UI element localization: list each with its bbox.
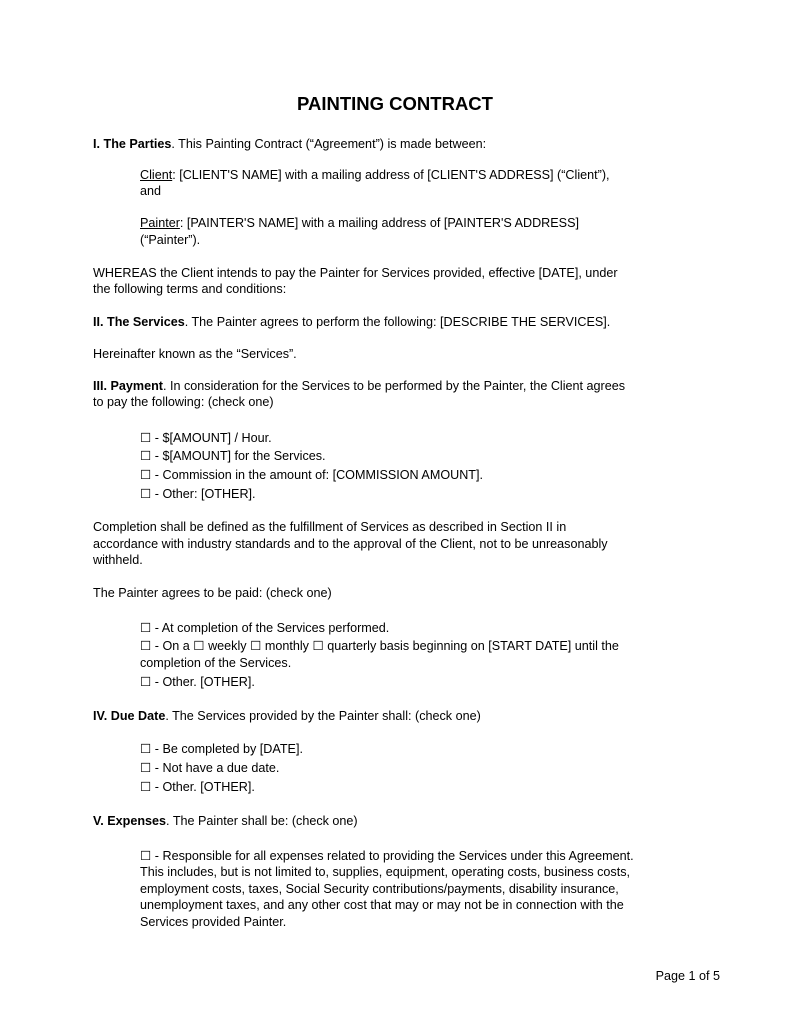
due-option-date[interactable]: ☐ - Be completed by [DATE]. xyxy=(140,742,303,756)
payment-option-fixed[interactable]: ☐ - $[AMOUNT] for the Services. xyxy=(140,449,326,463)
services-paragraph xyxy=(93,314,705,331)
due-date-paragraph xyxy=(93,708,705,725)
page-title: PAINTING CONTRACT xyxy=(297,93,493,114)
completion-line-2: accordance with industry standards and to the approval of the Client, not to be unreasonably xyxy=(93,537,608,551)
payment-paragraph xyxy=(93,378,705,395)
paid-intro: The Painter agrees to be paid: (check one) xyxy=(93,586,332,600)
painter-line-2: (“Painter”). xyxy=(140,233,201,247)
payment-option-other[interactable]: ☐ - Other: [OTHER]. xyxy=(140,487,256,501)
paid-option-periodic[interactable]: ☐ - On a ☐ weekly ☐ monthly ☐ quarterly basis beginning on [START DATE] until the xyxy=(140,639,619,653)
paid-option-other[interactable]: ☐ - Other. [OTHER]. xyxy=(140,675,255,689)
client-line xyxy=(140,167,710,184)
whereas-line-2: the following terms and conditions: xyxy=(93,282,287,296)
expenses-heading: V. Expenses xyxy=(93,814,167,828)
parties-heading: I. The Parties xyxy=(93,137,172,151)
payment-option-commission[interactable]: ☐ - Commission in the amount of: [COMMISSION AMOUNT]. xyxy=(140,468,484,482)
parties-paragraph xyxy=(93,136,705,153)
whereas-line-1: WHEREAS the Client intends to pay the Painter for Services provided, effective [DATE], under xyxy=(93,266,618,280)
painter-line xyxy=(140,215,710,232)
paid-option-periodic-cont: completion of the Services. xyxy=(140,656,292,670)
painter-text: : [PAINTER'S NAME] with a mailing address of [PAINTER'S ADDRESS] xyxy=(179,216,579,230)
expenses-line-2: This includes, but is not limited to, supplies, equipment, operating costs, business costs, xyxy=(140,865,631,879)
page-number: Page 1 of 5 xyxy=(655,969,720,983)
services-heading: II. The Services xyxy=(93,315,185,329)
expenses-text: . The Painter shall be: (check one) xyxy=(166,814,358,828)
payment-text-2: to pay the following: (check one) xyxy=(93,395,274,409)
completion-line-3: withheld. xyxy=(93,553,143,567)
due-date-text: . The Services provided by the Painter shall: (check one) xyxy=(165,709,481,723)
due-option-other[interactable]: ☐ - Other. [OTHER]. xyxy=(140,780,255,794)
parties-text: . This Painting Contract (“Agreement”) is made between: xyxy=(171,137,487,151)
due-date-heading: IV. Due Date xyxy=(93,709,166,723)
expenses-option-responsible[interactable]: ☐ - Responsible for all expenses related to providing the Services under this Agreement. xyxy=(140,849,634,863)
client-line-2: and xyxy=(140,184,162,198)
payment-option-hour[interactable]: ☐ - $[AMOUNT] / Hour. xyxy=(140,431,272,445)
expenses-line-4: unemployment taxes, and any other cost that may or may not be in connection with the xyxy=(140,898,624,912)
client-label: Client xyxy=(140,168,173,182)
due-option-none[interactable]: ☐ - Not have a due date. xyxy=(140,761,280,775)
hereinafter-line: Hereinafter known as the “Services”. xyxy=(93,347,297,361)
payment-heading: III. Payment xyxy=(93,379,163,393)
client-text: : [CLIENT'S NAME] with a mailing address of [CLIENT'S ADDRESS] (“Client”), xyxy=(172,168,610,182)
completion-line-1: Completion shall be defined as the fulfillment of Services as described in Section II in xyxy=(93,520,567,534)
painter-label: Painter xyxy=(140,216,180,230)
expenses-line-3: employment costs, taxes, Social Security contributions/payments, disability insurance, xyxy=(140,882,619,896)
expenses-paragraph xyxy=(93,813,705,830)
paid-option-completion[interactable]: ☐ - At completion of the Services performed. xyxy=(140,621,390,635)
services-text: . The Painter agrees to perform the following: [DESCRIBE THE SERVICES]. xyxy=(184,315,611,329)
expenses-line-5: Services provided Painter. xyxy=(140,915,287,929)
payment-text: . In consideration for the Services to be performed by the Painter, the Client agrees xyxy=(163,379,626,393)
